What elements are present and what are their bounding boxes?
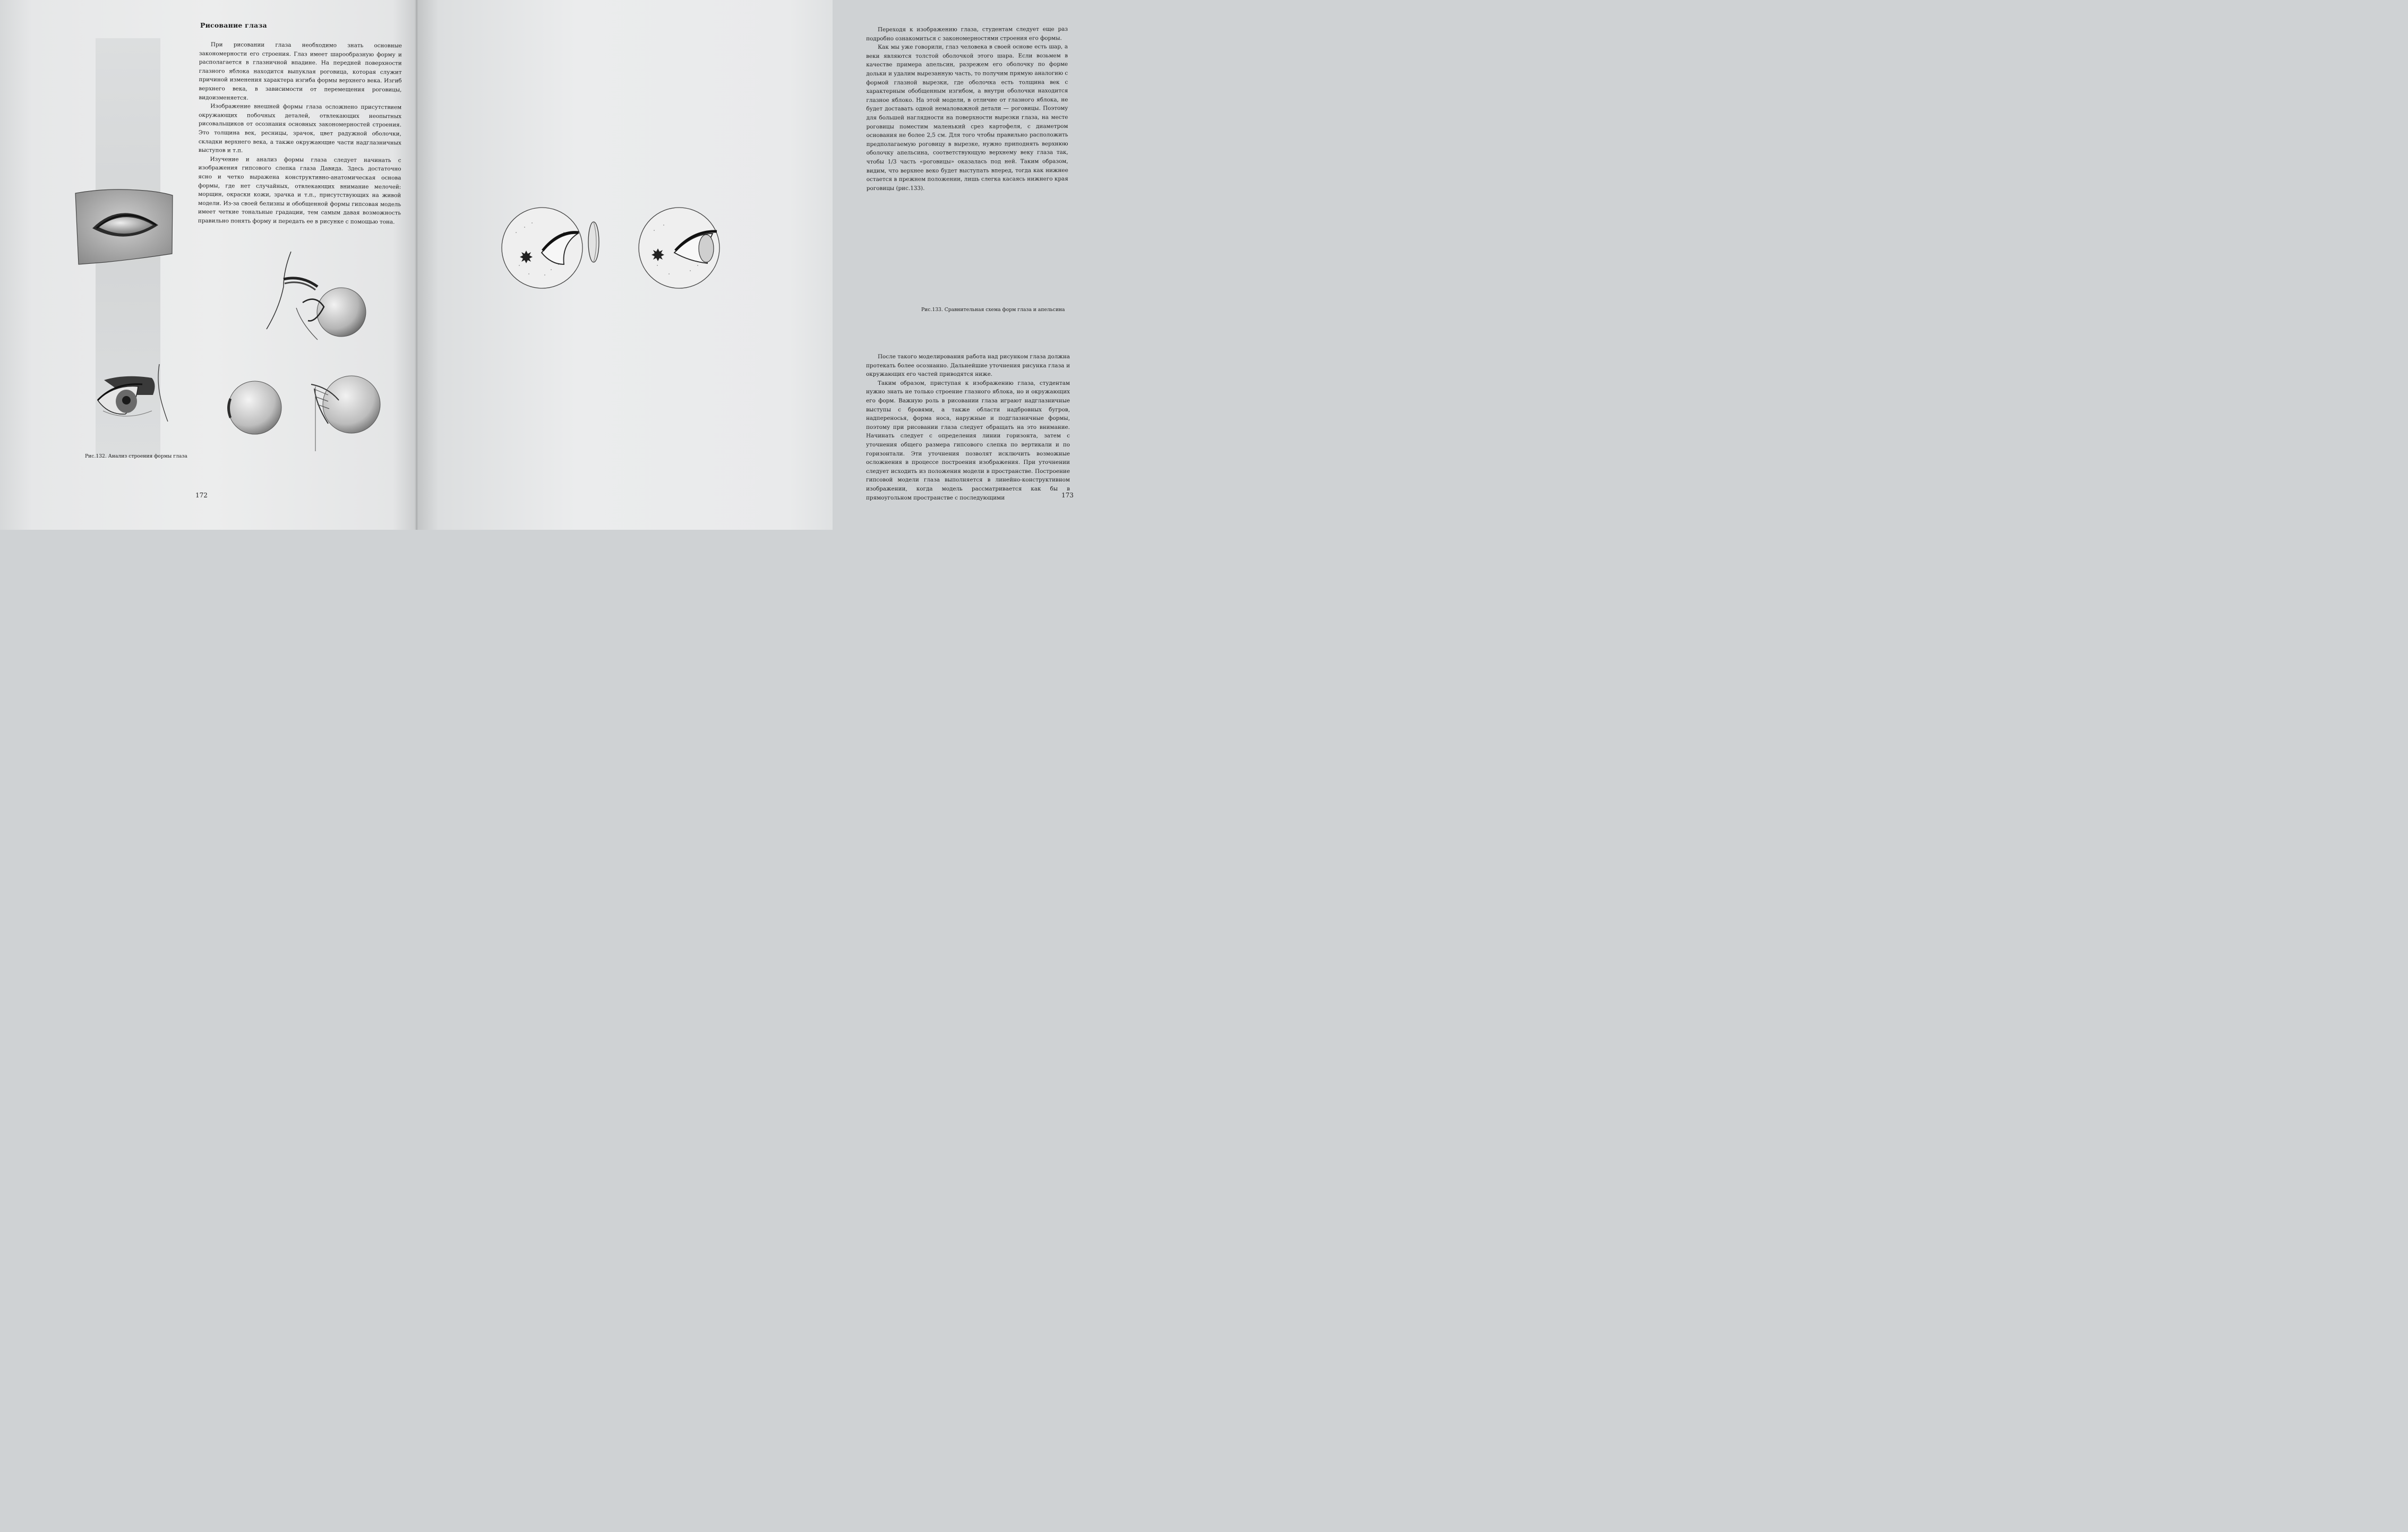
potato-slice-diagram [587, 221, 600, 263]
right-body-text-top [866, 25, 1068, 193]
paragraph: Изображение внешней формы глаза осложнено присутствием окружающих побочных деталей, отвлекающих неопытных рисовальщиков от осознания основных закономерностей строения. Это толщина век, ресницы, зрачок, цвет радужной оболочки, складки верхнего века, а также окружающие части надглазничных выступов и т.п. [198, 103, 402, 154]
eyeball-sphere-drawing [224, 380, 284, 435]
right-body-text-bottom [866, 352, 1070, 502]
orange-cutout-diagram [500, 206, 584, 290]
plaster-eye-cast-drawing [73, 185, 174, 267]
figure-133-caption: Рис.133. Сравнительная схема форм глаза и апельсина [921, 307, 1065, 313]
paragraph: При рисовании глаза необходимо знать основные закономерности его строения. Глаз имеет шарообразную форму и располагается в глазничной впадине. На передней поверхности глазного яблока находится выпуклая роговица, которая служит причиной изменения характера изгиба формы верхнего века. Изгиб верхнего века, в зависимости от перемещения роговицы, видоизменяется. [199, 41, 402, 101]
paragraph: Изучение и анализ формы глаза следует начинать с изображения гипсового слепка глаза Давида. Здесь достаточно ясно и четко выражена конструктивно-анатомическая основа формы, где нет случайных, отвлекающих внимание мелочей: морщин, окраски кожи, зрачка и т.п., присутствующих на живой модели. Из-за своей белизны и обобщенной формы гипсовая модель имеет четкие тональные градации, тем самым давая возможность правильно понять форму и передать ее в рисунке с помощью тона. [198, 156, 401, 226]
figure-132-caption: Рис.132. Анализ строения формы глаза [85, 453, 187, 459]
eye-profile-with-eyeball-drawing [264, 249, 369, 354]
paragraph: Переходя к изображению глаза, студентам следует еще раз подробно ознакомиться с закономерностями строения его формы. [866, 26, 1068, 42]
live-eye-drawing [93, 363, 171, 427]
section-heading: Рисование глаза [200, 21, 267, 29]
paragraph: Как мы уже говорили, глаз человека в своей основе есть шар, а веки являются толстой оболочкой этого шара. Если возьмем в качестве примера апельсин, разрежем его оболочку по форме дольки и удалим вырезанную часть, то получим прямую аналогию с формой глазной вырезки, где оболочка есть толщина век с характерным обобщенным изгибом, а внутри оболочки находится глазное яблоко. На этой модели, в отличие от глазного яблока, не будет доставать одной немаловажной детали — роговицы. Поэтому для большей наглядности на поверхности вырезки глаза, на месте роговицы поместим маленький срез картофеля, с диаметром основания не более 2,5 см. Для того чтобы правильно расположить предполагаемую роговицу в вырезке, нужно приподнять верхнюю оболочку апельсина, соответствующую верхнему веку глаза так, чтобы 1/3 часть «роговицы» оказалась под ней. Таким образом, видим, что верхнее веко будет выступать вперед, тогда как нижнее остается в прежнем положении, лишь слегка касаясь нижнего края роговицы (рис.133). [866, 44, 1068, 192]
orange-with-cornea-diagram [637, 206, 722, 290]
eyeball-with-eyelid-drawing [307, 374, 382, 452]
page-number-left: 172 [195, 492, 208, 499]
right-page [417, 0, 1074, 530]
paragraph: Таким образом, приступая к изображению глаза, студентам нужно знать не только строение глазного яблока, но и окружающих его форм. Важную роль в рисовании глаза играют надглазничные выступы с бровями, а также области надбровных бугров, надпереносья, форма носа, наружные и подглазничные формы, поэтому при рисовании глаза следует обращать на это внимание. Начинать следует с определения линии горизонта, затем с уточнения общего размера гипсового слепка по вертикали и по горизонтали. Эти уточнения позволят исключить возможные осложнения в процессе построения изображения. При уточнении следует исходить из положения модели в пространстве. Построение гипсовой модели глаза выполняется в линейно-конструктивном изображении, когда модель рассматривается как бы в прямоугольном пространстве с последующими [866, 380, 1070, 501]
left-page [0, 0, 417, 530]
page-number-right: 173 [1061, 492, 1074, 499]
paragraph: После такого моделирования работа над рисунком глаза должна протекать более осознанно. Дальнейшие уточнения рисунка глаза и окружающих его частей приводятся ниже. [866, 354, 1070, 378]
left-body-text [198, 40, 402, 227]
